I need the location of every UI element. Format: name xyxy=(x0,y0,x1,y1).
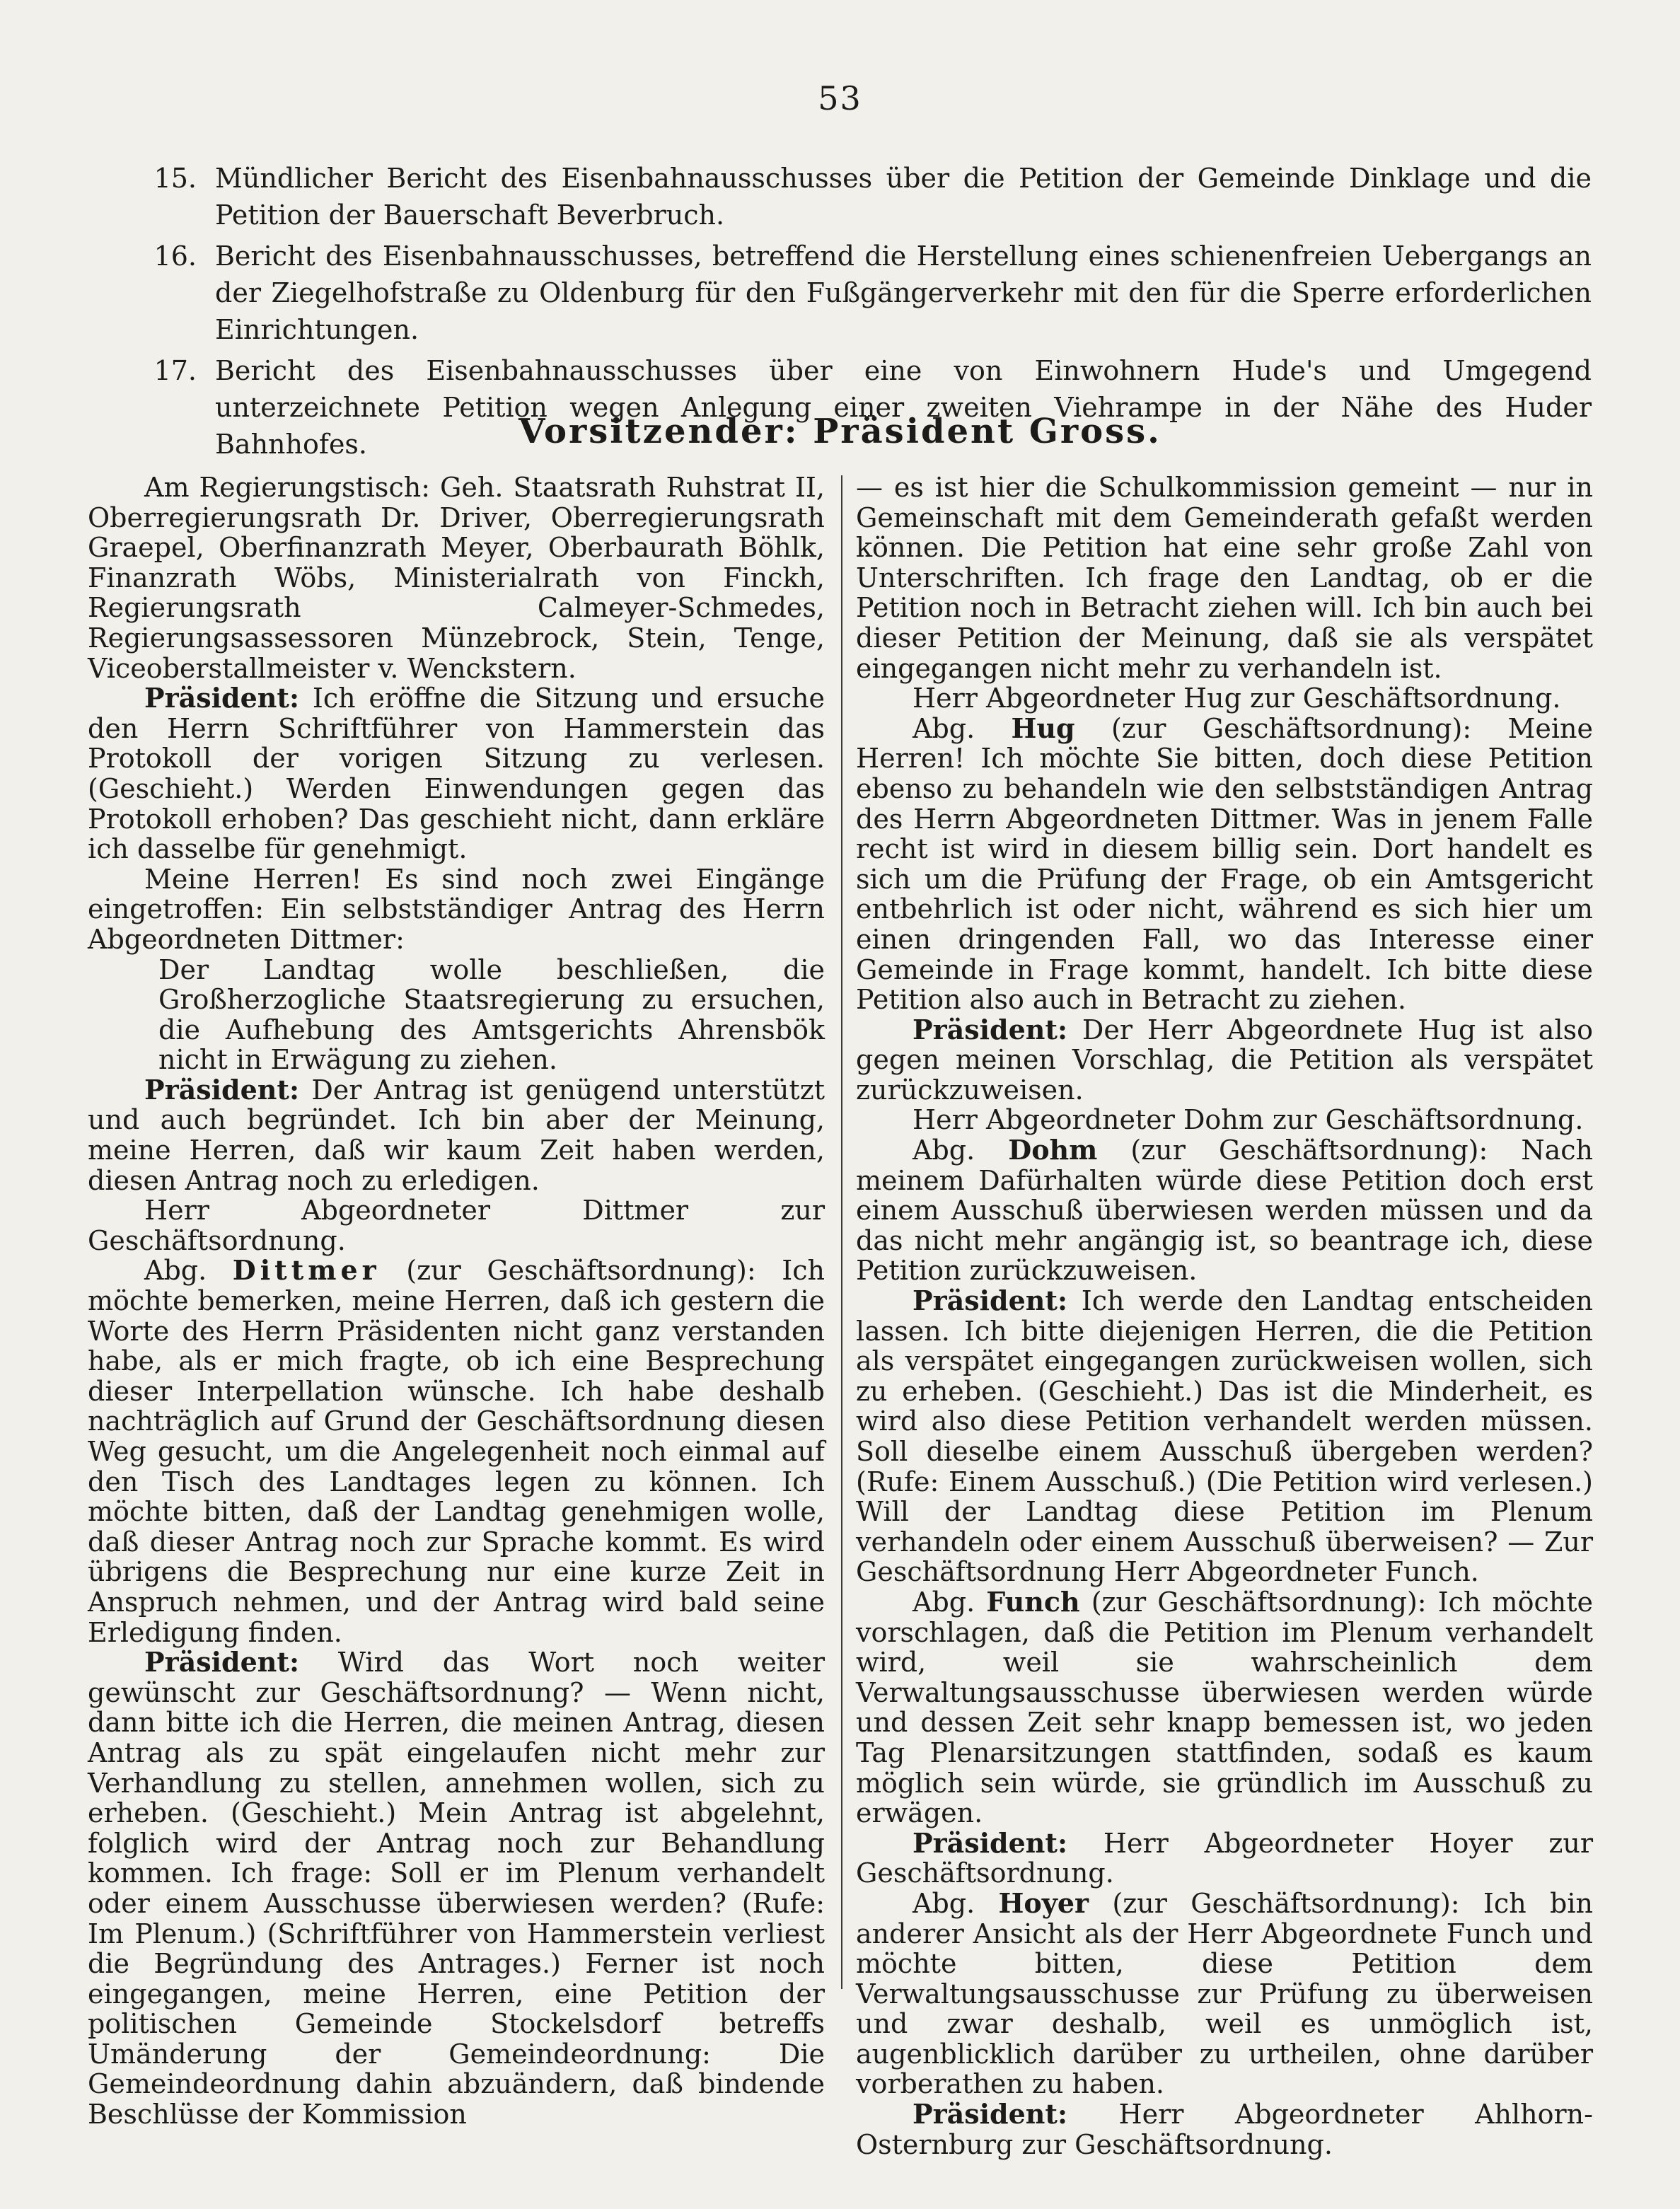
paragraph xyxy=(88,1256,825,1647)
speech-text: (zur Geschäftsordnung): Meine Herren! Ich möchte Sie bitten, doch diese Petition ebenso zu behandeln wie den selbstständigen Antrag des Herrn Abgeordneten Dittmer. Was in jenem Falle recht ist wird in diesem billig sein. Dort handelt es sich um die Prüfung der Frage, ob ein Amtsgericht entbehrlich ist oder nicht, während es sich hier um einen dringenden Fall, wo das Interesse einer Gemeinde in Frage kommt, handelt. Ich bitte diese Petition also auch in Betracht zu ziehen. xyxy=(856,712,1593,1016)
paragraph xyxy=(856,1587,1593,1828)
agenda-number: 15. xyxy=(153,163,197,194)
agenda-text: Bericht des Eisenbahnausschusses, betreffend die Herstellung eines schienenfreien Uebergangs an der Ziegelhofstraße zu Oldenburg für den Fußgängerverkehr mit den für die Sperre erforderlichen Einrichtungen. xyxy=(215,240,1592,345)
quoted-motion: Der Landtag wolle beschließen, die Großherzogliche Staatsregierung zu ersuchen, die Aufhebung des Amtsgerichts Ahrensbök nicht in Erwägung zu ziehen. xyxy=(158,953,825,1076)
speaker-prefix: Abg. xyxy=(913,1887,999,1919)
speech-text: Wird das Wort noch weiter gewünscht zur Geschäftsordnung? — Wenn nicht, dann bitte ich die Herren, die meinen Antrag, diesen Antrag als zu spät eingelaufen nicht mehr zur Verhandlung zu stellen, annehmen wollen, sich zu erheben. (Geschieht.) Mein Antrag ist abgelehnt, folglich wird der Antrag noch zur Behandlung kommen. Ich frage: Soll er im Plenum verhandelt oder einem Ausschusse überwiesen werden? (Rufe: Im Plenum.) (Schriftführer von Hammerstein verliest die Begründung des Antrages.) Ferner ist noch eingegangen, meine Herren, eine Petition der politischen Gemeinde Stockelsdorf betreffs Umänderung der Gemeindeordnung: Die Gemeindeordnung dahin abzuändern, daß bindende Beschlüsse der Kommission xyxy=(88,1647,825,2130)
speech-text: Herr Abgeordneter Hoyer zur Geschäftsordnung. xyxy=(856,1827,1593,1889)
agenda-number: 17. xyxy=(153,355,197,386)
speaker: Dohm xyxy=(1008,1134,1098,1166)
paragraph: Herr Abgeordneter Dittmer zur Geschäftsordnung. xyxy=(88,1195,825,1256)
agenda-item xyxy=(120,238,1592,348)
speaker: Präsident: xyxy=(913,1826,1068,1859)
speech-text: (zur Geschäftsordnung): Nach meinem Dafürhalten würde diese Petition doch erst einem Ausschuß überwiesen werden müssen und da das nicht mehr angängig ist, so beantrage ich, diese Petition zurückzuweisen. xyxy=(856,1135,1593,1287)
paragraph xyxy=(88,1647,825,2130)
left-column xyxy=(88,472,825,2130)
paragraph xyxy=(856,1286,1593,1587)
speaker: Dittmer xyxy=(232,1254,381,1287)
speech-text: Der Herr Abgeordnete Hug ist also gegen meinen Vorschlag, die Petition als verspätet zurückzuweisen. xyxy=(856,1014,1593,1106)
column-divider xyxy=(841,475,842,1989)
speaker: Präsident: xyxy=(144,1073,300,1106)
paragraph: Am Regierungstisch: Geh. Staatsrath Ruhstrat II, Oberregierungsrath Dr. Driver, Oberregierungsrath Graepel, Oberfinanzrath Meyer, Oberbaurath Böhlk, Finanzrath Wöbs, Ministerialrath von Finckh, Regierungsrath Calmeyer-Schmedes, Regierungsassessoren Münzebrock, Stein, Tenge, Viceoberstallmeister v. Wenckstern. xyxy=(88,472,825,684)
speech-text: (zur Geschäftsordnung): Ich bin anderer Ansicht als der Herr Abgeordnete Funch und möchte bitten, diese Petition dem Verwaltungsausschusse zur Prüfung zu überweisen und zwar deshalb, weil es unmöglich ist, augenblicklich darüber zu urtheilen, ohne darüber vorberathen zu haben. xyxy=(856,1887,1593,2100)
speaker: Präsident: xyxy=(913,2098,1068,2130)
speaker-prefix: Abg. xyxy=(913,1135,1009,1166)
right-column xyxy=(856,472,1593,2159)
speaker-prefix: Abg. xyxy=(913,1586,987,1618)
agenda-text: Mündlicher Bericht des Eisenbahnausschusses über die Petition der Gemeinde Dinklage und die Petition der Bauerschaft Beverbruch. xyxy=(215,163,1592,231)
speaker: Hoyer xyxy=(998,1886,1089,1919)
speaker: Hug xyxy=(1011,712,1075,744)
paragraph: Herr Abgeordneter Hug zur Geschäftsordnung. xyxy=(913,683,1561,714)
speech-text: Ich werde den Landtag entscheiden lassen. Ich bitte diejenigen Herren, die die Petition als verspätet eingegangen zurückweisen wollen, sich zu erheben. (Geschieht.) Das ist die Minderheit, es wird also diese Petition verhandelt werden müssen. Soll dieselbe einem Ausschuß übergeben werden? (Rufe: Einem Ausschuß.) (Die Petition wird verlesen.) Will der Landtag diese Petition im Plenum verhandeln oder einem Ausschuß überweisen? — Zur Geschäftsordnung Herr Abgeordneter Funch. xyxy=(856,1285,1593,1588)
paragraph xyxy=(856,1828,1593,1889)
page-number: 53 xyxy=(818,79,862,117)
chair-heading: Vorsitzender: Präsident Gross. xyxy=(519,412,1161,451)
speech-text: Der Antrag ist genügend unterstützt und auch begründet. Ich bin aber der Meinung, meine Herren, daß wir kaum Zeit haben werden, diesen Antrag noch zu erledigen. xyxy=(88,1074,825,1196)
speaker-prefix: Abg. xyxy=(144,1255,233,1287)
paragraph xyxy=(856,1015,1593,1106)
speech-text: (zur Geschäftsordnung): Ich möchte bemerken, meine Herren, daß ich gestern die Worte des Herrn Präsidenten nicht ganz verstanden habe, als er mich fragte, ob ich eine Besprechung dieser Interpellation wünsche. Ich habe deshalb nachträglich auf Grund der Geschäftsordnung diesen Weg gesucht, um die Angelegenheit noch einmal auf den Tisch des Landtages legen zu können. Ich möchte bitten, daß der Landtag genehmigen wolle, daß dieser Antrag noch zur Sprache kommt. Es wird übrigens die Besprechung nur eine kurze Zeit in Anspruch nehmen, und der Antrag wird bald seine Erledigung finden. xyxy=(88,1255,825,1648)
speaker: Funch xyxy=(986,1585,1080,1618)
paragraph: — es ist hier die Schulkommission gemeint — nur in Gemeinschaft mit dem Gemeinderath gefaßt werden können. Die Petition hat eine sehr große Zahl von Unterschriften. Ich frage den Landtag, ob er die Petition noch in Betracht ziehen will. Ich bin auch bei dieser Petition der Meinung, daß sie als verspätet eingegangen nicht mehr zu verhandeln ist. xyxy=(856,472,1593,684)
speaker: Präsident: xyxy=(913,1013,1068,1045)
speaker: Präsident: xyxy=(144,1646,300,1679)
paragraph xyxy=(856,714,1593,1015)
agenda-number: 16. xyxy=(153,240,197,272)
speech-text: Herr Abgeordneter Ahlhorn-Osternburg zur Geschäftsordnung. xyxy=(856,2099,1593,2160)
paragraph: Meine Herren! Es sind noch zwei Eingänge eingetroffen: Ein selbstständiger Antrag des Herrn Abgeordneten Dittmer: xyxy=(88,863,825,955)
speaker: Präsident: xyxy=(144,682,300,714)
agenda-item xyxy=(120,160,1592,233)
paragraph xyxy=(88,1075,825,1195)
speech-text: (zur Geschäftsordnung): Ich möchte vorschlagen, daß die Petition im Plenum verhandelt wird, weil sie wahrscheinlich dem Verwaltungsausschusse überwiesen werden würde und dessen Zeit sehr knapp bemessen ist, wo jeden Tag Plenarsitzungen stattfinden, sodaß es kaum möglich sein würde, sie gründlich im Ausschuß zu erwägen. xyxy=(856,1586,1593,1829)
agenda-text: Bericht des Eisenbahnausschusses über eine von Einwohnern Hude's und Umgegend unterzeichnete Petition wegen Anlegung einer zweiten Viehrampe in der Nähe des Huder Bahnhofes. xyxy=(215,355,1592,460)
speech-text: Ich eröffne die Sitzung und ersuche den Herrn Schriftführer von Hammerstein das Protokoll der vorigen Sitzung zu verlesen. (Geschieht.) Werden Einwendungen gegen das Protokoll erhoben? Das geschieht nicht, dann erkläre ich dasselbe für genehmigt. xyxy=(88,683,825,865)
paragraph xyxy=(856,1135,1593,1286)
speaker-prefix: Abg. xyxy=(913,712,1012,744)
paragraph xyxy=(856,1886,1593,2100)
paragraph: Herr Abgeordneter Dohm zur Geschäftsordnung. xyxy=(913,1104,1584,1136)
paragraph xyxy=(88,683,825,864)
speaker: Präsident: xyxy=(913,1285,1068,1317)
paragraph xyxy=(856,2099,1593,2159)
